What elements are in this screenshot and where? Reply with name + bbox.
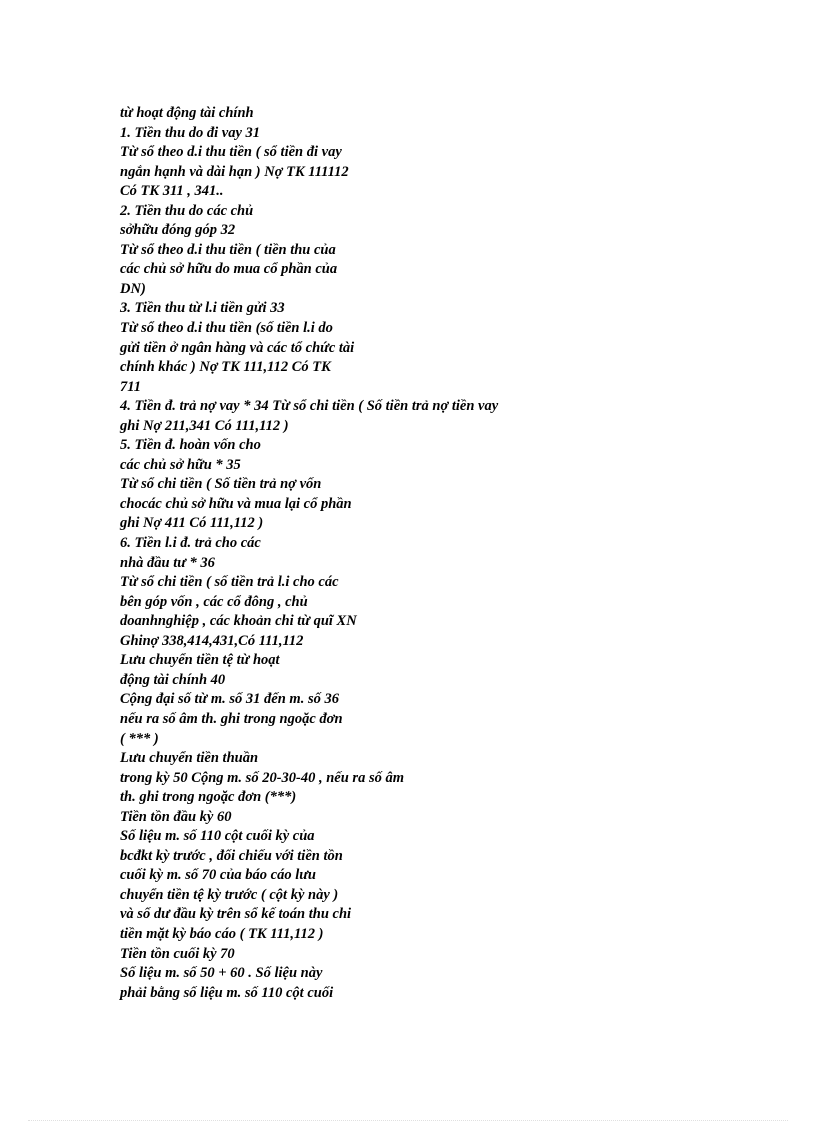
text-line: Ghinợ 338,414,431,Có 111,112	[120, 632, 304, 649]
text-line: ( *** )	[120, 730, 159, 747]
text-line: doanhnghiệp , các khoản chi từ quĩ XN	[120, 613, 357, 630]
text-line: 1. Tiền thu do đi vay 31	[120, 124, 261, 141]
text-line: 2. Tiền thu do các chủ	[120, 202, 254, 219]
text-line: Từ sổ chi tiền ( Số tiền trả nợ vốn	[120, 476, 322, 493]
text-line: Từ sổ theo d.i thu tiền (số tiền l.i do	[120, 320, 333, 337]
text-line: tiền mặt kỳ báo cáo ( TK 111,112 )	[120, 925, 324, 942]
document-body	[120, 104, 720, 1003]
text-line: ngắn hạnh và dài hạn ) Nợ TK 111112	[120, 163, 349, 180]
text-line: cuối kỳ m. số 70 của báo cáo lưu	[120, 867, 316, 884]
text-line: trong kỳ 50 Cộng m. số 20-30-40 , nếu ra số âm	[120, 769, 404, 786]
text-line: ghi Nợ 411 Có 111,112 )	[120, 515, 264, 532]
text-line: nếu ra số âm th. ghi trong ngoặc đơn	[120, 710, 343, 727]
text-line: 3. Tiền thu từ l.i tiền gửi 33	[120, 300, 285, 317]
text-line: ghi Nợ 211,341 Có 111,112 )	[120, 417, 289, 434]
text-line: Từ sổ theo d.i thu tiền ( tiền thu của	[120, 241, 336, 258]
text-line: chính khác ) Nợ TK 111,112 Có TK	[120, 359, 331, 376]
text-line: Tiền tồn cuối kỳ 70	[120, 945, 235, 962]
text-line: các chủ sở hữu * 35	[120, 456, 241, 473]
text-line: và số dư đầu kỳ trên sổ kế toán thu chi	[120, 906, 352, 923]
text-line: phải bằng số liệu m. số 110 cột cuối	[120, 984, 334, 1001]
text-line: bên góp vốn , các cổ đông , chủ	[120, 593, 308, 610]
text-line: các chủ sở hữu do mua cổ phần của	[120, 261, 338, 278]
page-bottom-rule	[28, 1120, 788, 1121]
text-line: động tài chính 40	[120, 671, 226, 688]
text-line: Số liệu m. số 110 cột cuối kỳ của	[120, 828, 315, 845]
text-line: chocác chủ sở hữu và mua lại cổ phần	[120, 495, 352, 512]
text-line: Cộng đại số từ m. số 31 đến m. số 36	[120, 691, 339, 708]
text-line: th. ghi trong ngoặc đơn (***)	[120, 789, 297, 806]
text-line: chuyển tiền tệ kỳ trước ( cột kỳ này )	[120, 886, 339, 903]
text-line: bcđkt kỳ trước , đối chiếu với tiền tồn	[120, 847, 343, 864]
text-line: Số liệu m. số 50 + 60 . Số liệu này	[120, 965, 323, 982]
text-line: DN)	[120, 280, 146, 297]
text-line: sởhữu đóng góp 32	[120, 222, 236, 239]
text-line: từ hoạt động tài chính	[120, 105, 254, 121]
text-line: Có TK 311 , 341..	[120, 183, 224, 200]
text-line: nhà đầu tư * 36	[120, 554, 215, 571]
text-line: Từ sổ chi tiền ( số tiền trả l.i cho các	[120, 574, 339, 591]
text-line: 6. Tiền l.i đ. trả cho các	[120, 535, 261, 552]
text-line: Lưu chuyển tiền tệ từ hoạt	[120, 652, 280, 669]
text-line: 4. Tiền đ. trả nợ vay * 34 Từ sổ chi tiền ( Số tiền trả nợ tiền vay	[120, 398, 499, 415]
text-line: Từ sổ theo d.i thu tiền ( sổ tiền đi vay	[120, 144, 342, 161]
text-line: Tiền tồn đầu kỳ 60	[120, 808, 232, 825]
text-line: 5. Tiền đ. hoàn vốn cho	[120, 437, 261, 454]
text-line: gửi tiền ở ngân hàng và các tổ chức tài	[120, 339, 355, 356]
text-line: Lưu chuyển tiền thuần	[120, 750, 259, 767]
text-line: 711	[120, 378, 141, 395]
